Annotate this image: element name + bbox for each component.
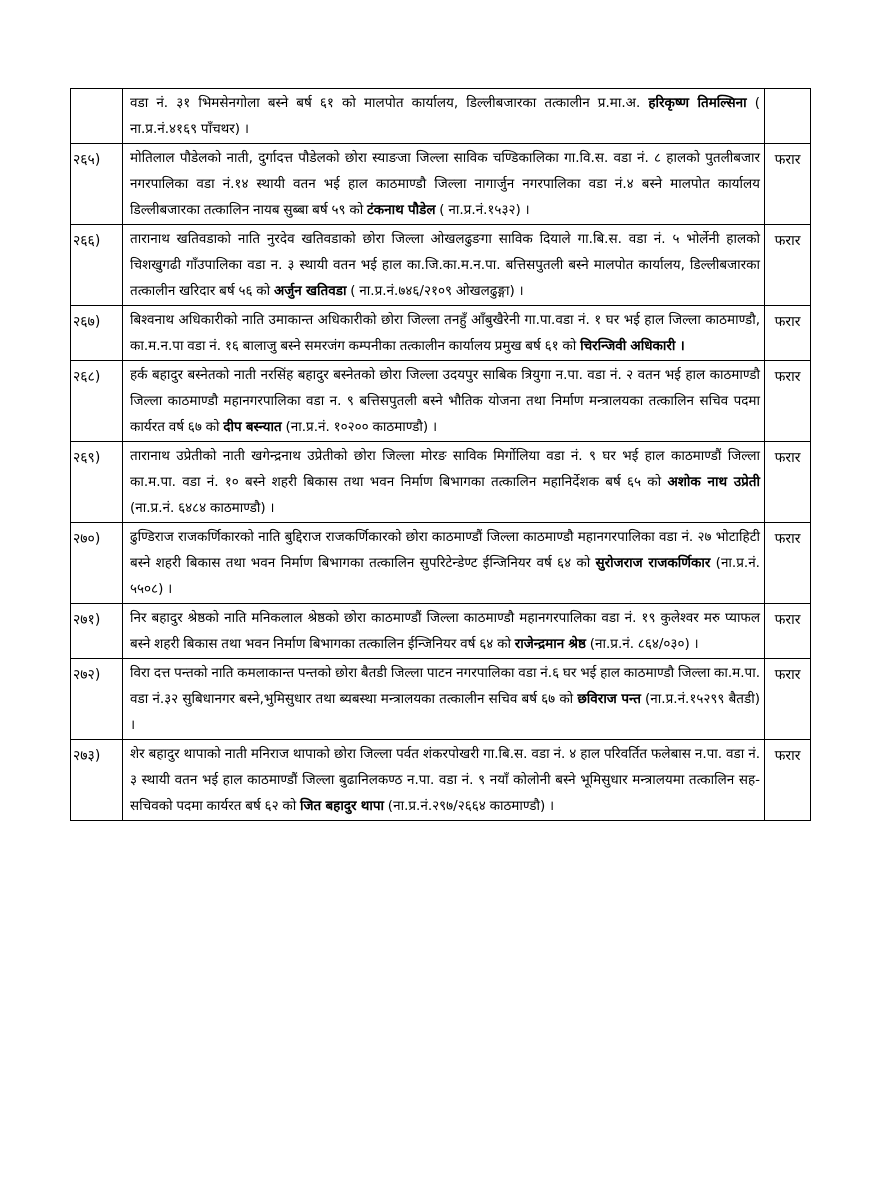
- records-table-body: [71, 89, 811, 821]
- person-name: अशोक नाथ उप्रेती: [667, 474, 760, 490]
- row-number: २६६): [71, 225, 123, 306]
- person-name: अर्जुन खतिवडा: [273, 283, 347, 299]
- description-text: तारानाथ खतिवडाको नाति नुरदेव खतिवडाको छोरा जिल्ला ओखलढुङगा साविक दियाले गा.बि.स. वडा नं. ५ भोर्लेनी हालको चिशखुगढी गाँउपालिका वडा न. ३ स्थायी वतन भई हाल का.जि.का.म.न.पा. बत्तिसपुतली बस्ने मालपोत कार्यालय, डिल्लीबजारका तत्कालीन खरिदार बर्ष ५६ को: [130, 231, 760, 299]
- row-number: २७१): [71, 604, 123, 659]
- description-tail: ( ना.प्र.नं.७४६/२१०९ ओखलढुङ्गा) ।: [346, 283, 524, 299]
- row-status: फरार: [765, 659, 811, 740]
- row-number: २६७): [71, 306, 123, 361]
- row-description: [123, 604, 765, 659]
- row-status: फरार: [765, 442, 811, 523]
- row-description: [123, 740, 765, 821]
- row-status: फरार: [765, 306, 811, 361]
- table-row: [71, 361, 811, 442]
- person-name: सुरोजराज राजकर्णिकार: [595, 555, 711, 571]
- description-text: निर बहादुर श्रेष्ठको नाति मनिकलाल श्रेष्ठको छोरा काठमाण्डौं जिल्ला काठमाण्डौ महानगरपालिका वडा नं. १९ कुलेश्वर मरु प्याफल बस्ने शहरी बिकास तथा भवन निर्माण बिभागका तत्कालिन ईन्जिनियर वर्ष ६४ को: [130, 610, 760, 652]
- person-name: दीप बस्न्यात: [223, 419, 282, 435]
- row-description: [123, 523, 765, 604]
- row-number: २६५): [71, 144, 123, 225]
- row-number: २६८): [71, 361, 123, 442]
- description-tail: (ना.प्र.नं. १०२०० काठमाण्डौ) ।: [281, 419, 438, 435]
- table-row: [71, 659, 811, 740]
- table-row: [71, 523, 811, 604]
- table-row: [71, 225, 811, 306]
- description-tail: (ना.प्र.नं.२९७/२६६४ काठमाण्डौ) ।: [384, 798, 555, 814]
- row-status: [765, 89, 811, 144]
- row-status: फरार: [765, 225, 811, 306]
- row-description: [123, 442, 765, 523]
- row-description: [123, 361, 765, 442]
- person-name: टंकनाथ पौडेल: [366, 202, 436, 218]
- row-description: [123, 659, 765, 740]
- table-row: [71, 740, 811, 821]
- table-row: [71, 442, 811, 523]
- row-status: फरार: [765, 740, 811, 821]
- person-name: राजेन्द्रमान श्रेष्ठ: [514, 636, 586, 652]
- description-text: विरा दत्त पन्तको नाति कमलाकान्त पन्तको छोरा बैतडी जिल्ला पाटन नगरपालिका वडा नं.६ घर भई हाल काठमाण्डौ जिल्ला का.म.पा. वडा नं.३२ सुबिधानगर बस्ने,भुमिसुधार तथा ब्यबस्था मन्त्रालयका तत्कालीन सचिव बर्ष ६७ को: [130, 665, 760, 707]
- description-text: हर्क बहादुर बस्नेतको नाती नरसिंह बहादुर बस्नेतको छोरा जिल्ला उदयपुर साबिक त्रियुगा न.पा. वडा नं. २ वतन भई हाल काठमाण्डौ जिल्ला काठमाण्डौ महानगरपालिका वडा न. ९ बत्तिसपुतली बस्ने भौतिक योजना तथा निर्माण मन्त्रालयका तत्कालिन सचिव पदमा कार्यरत वर्ष ६७ को: [130, 367, 760, 435]
- row-status: फरार: [765, 361, 811, 442]
- row-status: फरार: [765, 144, 811, 225]
- row-description: [123, 225, 765, 306]
- description-text: वडा नं. ३१ भिमसेनगोला बस्ने बर्ष ६१ को मालपोत कार्यालय, डिल्लीबजारका तत्कालीन प्र.मा.अ.: [130, 95, 649, 111]
- description-tail: (ना.प्र.नं. ५५०८) ।: [130, 555, 760, 597]
- row-number: २७३): [71, 740, 123, 821]
- description-tail: ( ना.प्र.नं.१५३२) ।: [435, 202, 530, 218]
- description-text: ढुण्डिराज राजकर्णिकारको नाति बुद्दिराज राजकर्णिकारको छोरा काठमाण्डौं जिल्ला काठमाण्डौ महानगरपालिका वडा नं. २७ भोटाहिटी बस्ने शहरी बिकास तथा भवन निर्माण बिभागका तत्कालिन सुपरिटेन्डेण्ट ईन्जिनियर वर्ष ६४ को: [130, 529, 760, 571]
- description-tail: (ना.प्र.नं. ६४८४ काठमाण्डौ) ।: [130, 500, 275, 516]
- description-tail: (ना.प्र.नं. ८६४/०३०) ।: [585, 636, 699, 652]
- person-name: छविराज पन्त: [577, 691, 641, 707]
- description-text: बिश्वनाथ अधिकारीको नाति उमाकान्त अधिकारीको छोरा जिल्ला तनहुँ आँबुखैरेनी गा.पा.वडा नं. १ घर भई हाल जिल्ला काठमाण्डौ, का.म.न.पा वडा नं. १६ बालाजु बस्ने समरजंग कम्पनीका तत्कालीन कार्यालय प्रमुख बर्ष ६१ को: [130, 312, 760, 354]
- person-name: चिरन्जिवी अधिकारी ।: [580, 338, 685, 354]
- row-description: [123, 144, 765, 225]
- description-text: मोतिलाल पौडेलको नाती, दुर्गादत्त पौडेलको छोरा स्याङजा जिल्ला साविक चण्डिकालिका गा.वि.स. वडा नं. ८ हालको पुतलीबजार नगरपालिका वडा नं.१४ स्थायी वतन भई हाल काठमाण्डौ जिल्ला नागार्जुन नगरपालिका वडा नं.४ बस्ने मालपोत कार्यालय डिल्लीबजारका तत्कालिन नायब सुब्बा बर्ष ५९ को: [130, 150, 760, 218]
- person-name: हरिकृष्ण तिमल्सिना: [648, 95, 747, 111]
- table-row: [71, 89, 811, 144]
- row-status: फरार: [765, 604, 811, 659]
- row-description: [123, 306, 765, 361]
- table-row: [71, 604, 811, 659]
- row-number: २६९): [71, 442, 123, 523]
- description-tail: ( ना.प्र.नं.४१६९ पाँचथर) ।: [130, 95, 760, 137]
- description-text: शेर बहादुर थापाको नाती मनिराज थापाको छोरा जिल्ला पर्वत शंकरपोखरी गा.बि.स. वडा नं. ४ हाल परिवर्तित फलेबास न.पा. वडा नं. ३ स्थायी वतन भई हाल काठमाण्डौं जिल्ला बुढानिलकण्ठ न.पा. वडा नं. ९ नयाँ कोलोनी बस्ने भूमिसुधार मन्त्रालयमा तत्कालिन सह-सचिवको पदमा कार्यरत बर्ष ६२ को: [130, 746, 760, 814]
- description-text: तारानाथ उप्रेतीको नाती खगेन्द्रनाथ उप्रेतीको छोरा जिल्ला मोरङ साविक मिर्गोलिया वडा नं. ९ घर भई हाल काठमाण्डौं जिल्ला का.म.पा. वडा नं. १० बस्ने शहरी बिकास तथा भवन निर्माण बिभागका तत्कालिन महानिर्देशक बर्ष ६५ को: [130, 448, 760, 490]
- row-number: [71, 89, 123, 144]
- records-table: [70, 88, 811, 821]
- row-number: २७०): [71, 523, 123, 604]
- description-tail: (ना.प्र.नं.१५२९९ बैतडी) ।: [130, 691, 760, 733]
- row-number: २७२): [71, 659, 123, 740]
- person-name: जित बहादुर थापा: [300, 798, 385, 814]
- table-row: [71, 306, 811, 361]
- table-row: [71, 144, 811, 225]
- row-status: फरार: [765, 523, 811, 604]
- row-description: [123, 89, 765, 144]
